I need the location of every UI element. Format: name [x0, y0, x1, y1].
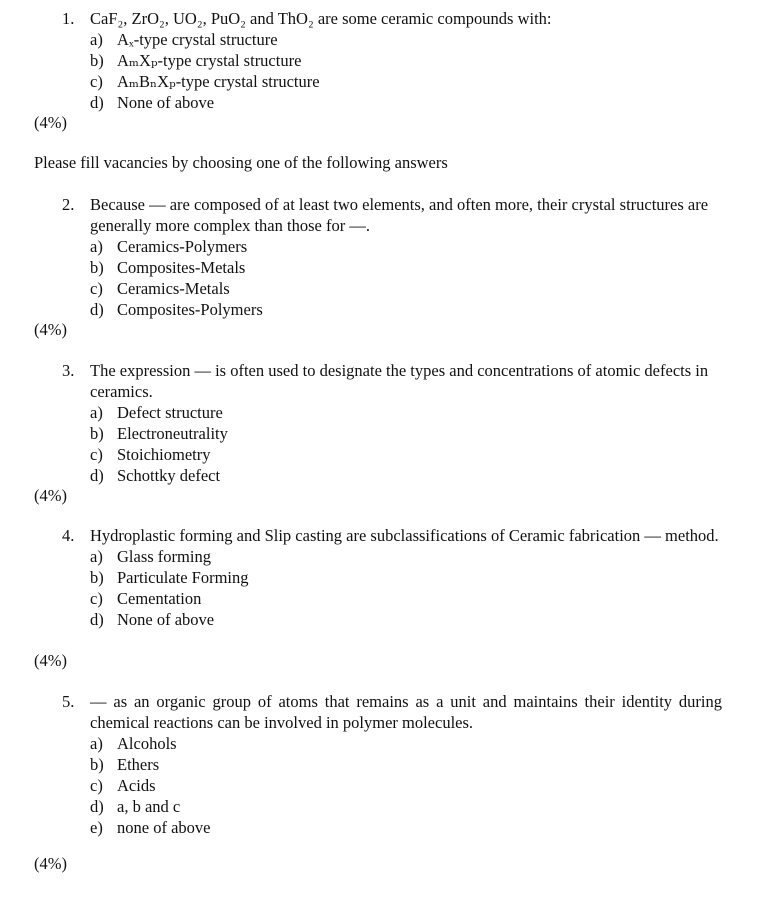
- option-text: None of above: [117, 610, 215, 629]
- option-text: Acids: [117, 776, 156, 795]
- option-b[interactable]: b) Ethers: [90, 755, 160, 774]
- option-text: AₘBₙXₚ-type crystal structure: [117, 72, 320, 91]
- question-number: 3.: [62, 361, 75, 380]
- option-list: [90, 402, 722, 486]
- option-list: [90, 29, 722, 113]
- option-b[interactable]: b) AₘXₚ-type crystal structure: [90, 51, 302, 70]
- option-b[interactable]: b) Particulate Forming: [90, 568, 249, 587]
- option-list: [90, 546, 722, 630]
- option-text: Alcohols: [117, 734, 177, 753]
- option-c[interactable]: c) Stoichiometry: [90, 445, 211, 464]
- option-d[interactable]: d) Schottky defect: [90, 466, 221, 485]
- option-text: Glass forming: [117, 547, 211, 566]
- option-text: AₘXₚ-type crystal structure: [117, 51, 302, 70]
- points-label: (4%): [34, 854, 67, 873]
- option-c[interactable]: c) Acids: [90, 776, 156, 795]
- option-text: Particulate Forming: [117, 568, 249, 587]
- points-label: (4%): [34, 651, 67, 670]
- option-text: Defect structure: [117, 403, 223, 422]
- option-d[interactable]: d) Composites-Polymers: [90, 300, 263, 319]
- instruction-text: Please fill vacancies by choosing one of the following answers: [34, 153, 448, 172]
- points-label: (4%): [34, 486, 67, 505]
- question-1: [62, 8, 722, 113]
- option-a[interactable]: a) Alcohols: [90, 734, 177, 753]
- question-2: [62, 194, 722, 320]
- option-text: Ethers: [117, 755, 160, 774]
- question-number: 1.: [62, 9, 75, 28]
- option-a[interactable]: a) Aₓ-type crystal structure: [90, 30, 278, 49]
- question-number: 5.: [62, 692, 75, 711]
- option-text: Composites-Metals: [117, 258, 246, 277]
- option-c[interactable]: c) AₘBₙXₚ-type crystal structure: [90, 72, 320, 91]
- question-number: 2.: [62, 195, 75, 214]
- option-a[interactable]: a) Defect structure: [90, 403, 223, 422]
- option-e[interactable]: e) none of above: [90, 818, 211, 837]
- option-b[interactable]: b) Composites-Metals: [90, 258, 246, 277]
- question-4: [62, 525, 722, 630]
- option-text: Ceramics-Metals: [117, 279, 230, 298]
- option-a[interactable]: a) Ceramics-Polymers: [90, 237, 248, 256]
- option-d[interactable]: d) a, b and c: [90, 797, 181, 816]
- option-list: [90, 733, 722, 838]
- question-stem: Because — are composed of at least two elements, and often more, their crystal structures are generally more complex than those for —.: [90, 195, 709, 235]
- option-c[interactable]: c) Cementation: [90, 589, 202, 608]
- option-text: a, b and c: [117, 797, 181, 816]
- option-text: none of above: [117, 818, 211, 837]
- option-text: Stoichiometry: [117, 445, 211, 464]
- question-stem: The expression — is often used to designate the types and concentrations of atomic defects in ceramics.: [90, 361, 709, 401]
- question-stem: CaF₂, ZrO₂, UO₂, PuO₂ and ThO₂ are some ceramic compounds with:: [90, 9, 552, 28]
- option-c[interactable]: c) Ceramics-Metals: [90, 279, 230, 298]
- option-text: Composites-Polymers: [117, 300, 263, 319]
- question-3: [62, 360, 722, 486]
- option-list: [90, 236, 722, 320]
- option-a[interactable]: a) Glass forming: [90, 547, 211, 566]
- question-stem: — as an organic group of atoms that remains as a unit and maintains their identity during chemical reactions can be involved in polymer molecules.: [90, 692, 722, 732]
- option-text: Electroneutrality: [117, 424, 228, 443]
- option-text: Ceramics-Polymers: [117, 237, 248, 256]
- question-5: [62, 691, 722, 838]
- question-number: 4.: [62, 526, 75, 545]
- points-label: (4%): [34, 320, 67, 339]
- points-label: (4%): [34, 113, 67, 132]
- option-d[interactable]: d) None of above: [90, 610, 215, 629]
- option-d[interactable]: d) None of above: [90, 93, 215, 112]
- question-stem: Hydroplastic forming and Slip casting are subclassifications of Ceramic fabrication — method.: [90, 526, 719, 545]
- option-text: Cementation: [117, 589, 202, 608]
- option-b[interactable]: b) Electroneutrality: [90, 424, 228, 443]
- option-text: None of above: [117, 93, 215, 112]
- option-text: Aₓ-type crystal structure: [117, 30, 278, 49]
- option-text: Schottky defect: [117, 466, 221, 485]
